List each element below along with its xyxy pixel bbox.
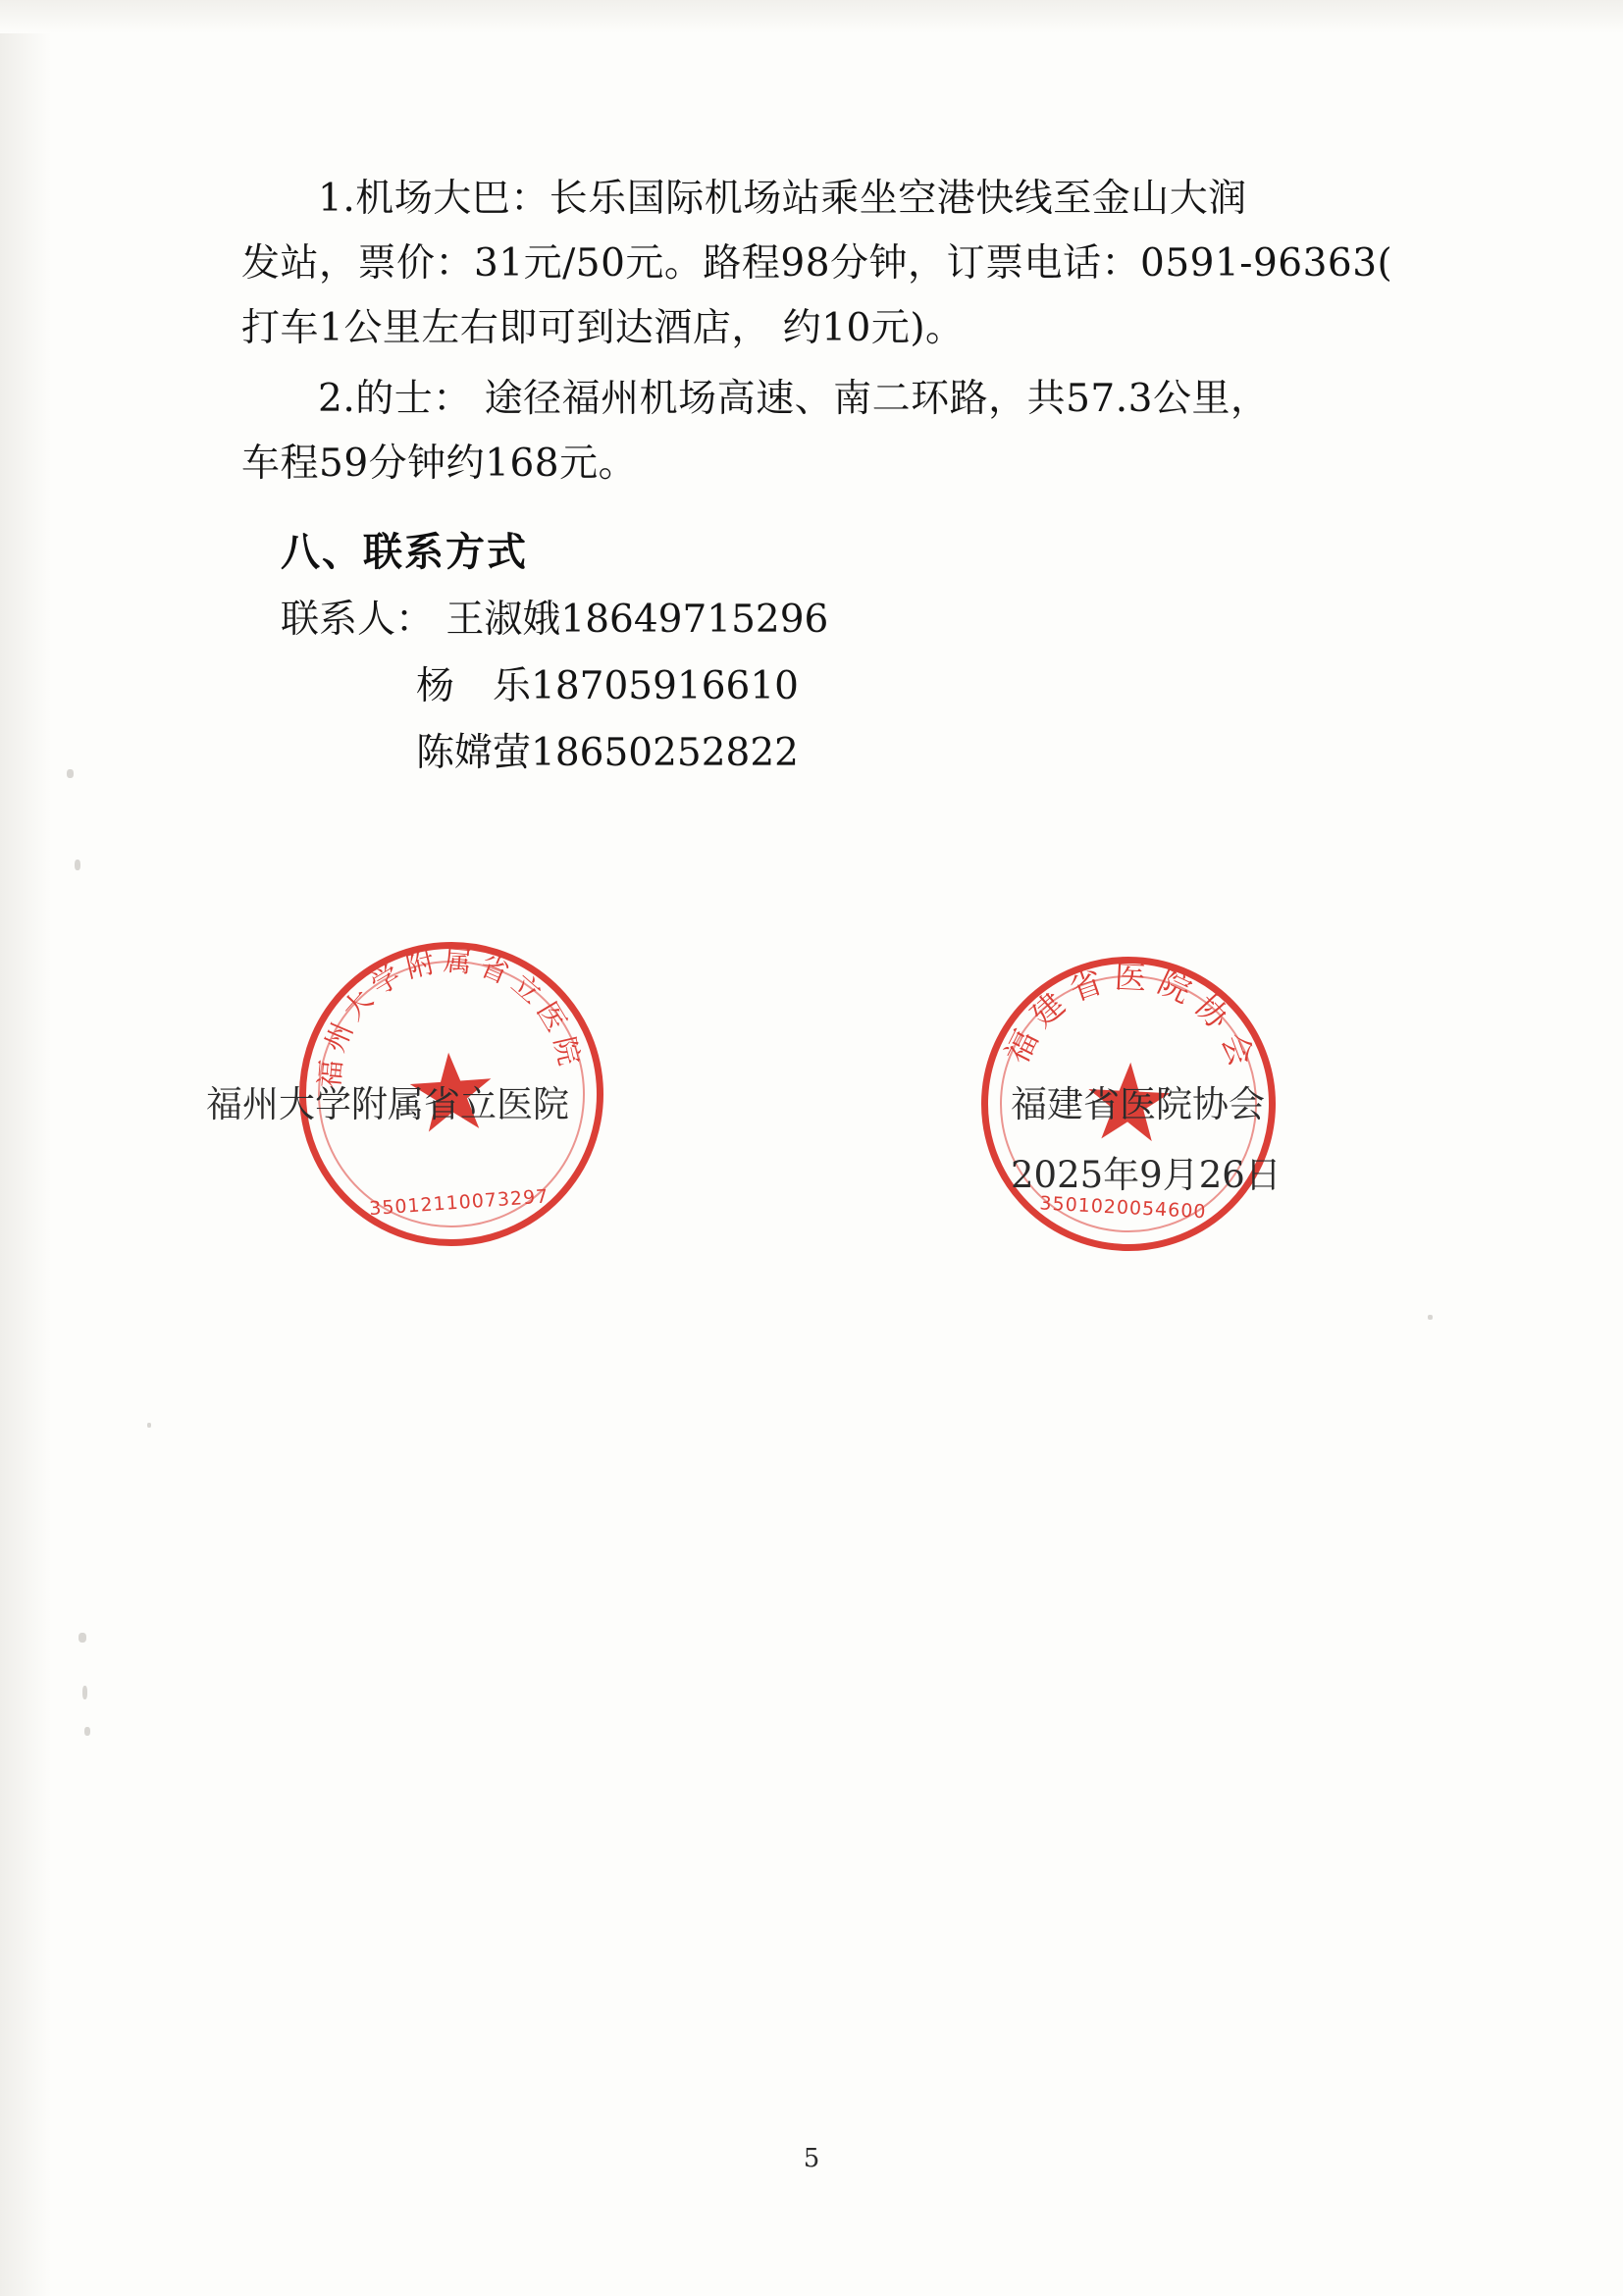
svg-text:福建省医院协会: 福建省医院协会 bbox=[998, 958, 1264, 1080]
signature-area bbox=[206, 943, 1433, 1413]
paragraph-line: 2.的士： 途径福州机场高速、南二环路，共57.3公里， bbox=[318, 377, 1270, 421]
section-heading: 八、联系方式 bbox=[281, 530, 528, 575]
scan-speck bbox=[147, 1423, 151, 1428]
paragraph-line: 车程59分钟约168元。 bbox=[241, 442, 638, 486]
contact-line: 联系人： 王淑娥18649715296 bbox=[281, 598, 829, 642]
page-left-shadow bbox=[0, 0, 51, 2296]
signing-date: 2025年9月26日 bbox=[1011, 1154, 1282, 1196]
scan-speck bbox=[75, 860, 80, 870]
scan-speck bbox=[67, 769, 74, 778]
signing-organization-right: 福建省医院协会 bbox=[1011, 1083, 1265, 1125]
signature-left bbox=[206, 1070, 716, 1140]
svg-text:福州大学附属省立医院: 福州大学附属省立医院 bbox=[312, 943, 589, 1090]
document-body bbox=[241, 167, 1409, 787]
scan-speck bbox=[79, 1633, 86, 1643]
page-number: 5 bbox=[803, 2144, 820, 2173]
contact-line: 杨 乐18705916610 bbox=[416, 664, 799, 708]
paragraph-line: 1.机场大巴：长乐国际机场站乘坐空港快线至金山大润 bbox=[318, 177, 1247, 221]
signing-organization-left: 福州大学附属省立医院 bbox=[206, 1083, 569, 1125]
seal-code: 3501020054600 bbox=[1038, 1192, 1207, 1224]
scan-speck bbox=[84, 1727, 90, 1736]
paragraph-line: 打车1公里左右即可到达酒店， 约10元)。 bbox=[241, 306, 965, 350]
scan-speck bbox=[82, 1686, 87, 1699]
signature-right bbox=[1011, 1070, 1433, 1211]
page-top-shadow bbox=[0, 0, 1623, 33]
contact-line: 陈嫦萤18650252822 bbox=[416, 731, 799, 775]
paragraph-line: 发站，票价：31元/50元。路程98分钟，订票电话：0591-96363( bbox=[241, 241, 1393, 286]
seal-code: 35012110073297 bbox=[368, 1185, 550, 1221]
